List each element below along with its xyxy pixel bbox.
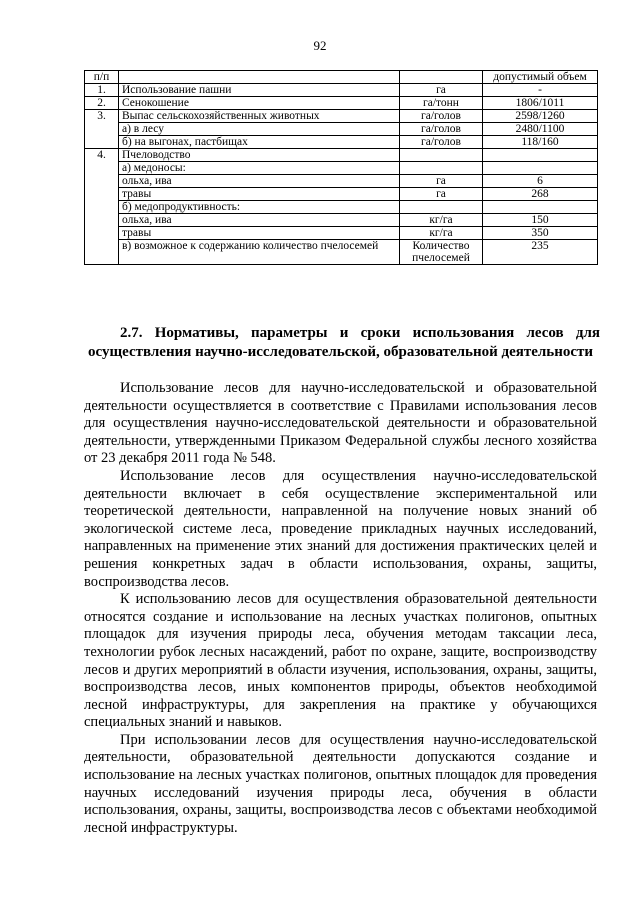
cell-value: 235 <box>483 240 598 265</box>
cell-unit: кг/га <box>400 227 483 240</box>
cell-unit: га <box>400 175 483 188</box>
table-row <box>85 175 598 188</box>
cell-num: 4. <box>85 149 119 162</box>
table-row <box>85 123 598 136</box>
cell-value: 118/160 <box>483 136 598 149</box>
page-number: 92 <box>313 38 327 53</box>
table-row <box>85 240 598 265</box>
table-row <box>85 84 598 97</box>
table-row <box>85 227 598 240</box>
cell-unit: га <box>400 188 483 201</box>
cell-num <box>85 175 119 188</box>
table-row <box>85 149 598 162</box>
forest-usage-table <box>84 70 598 265</box>
cell-unit: га/тонн <box>400 97 483 110</box>
cell-name: б) на выгонах, пастбищах <box>119 136 400 149</box>
cell-unit: кг/га <box>400 214 483 227</box>
cell-value: 350 <box>483 227 598 240</box>
section-heading-line1: 2.7. Нормативы, параметры и сроки использования лесов для <box>120 325 600 341</box>
cell-num <box>85 123 119 136</box>
cell-name: в) возможное к содержанию количество пчелосемей <box>119 240 400 265</box>
cell-num <box>85 201 119 214</box>
paragraph: При использовании лесов для осуществления научно-исследовательской деятельности, образовательной деятельности допускаются создание и использование на лесных участках полигонов, опытных площадок для проведения научных исследований изучения природы леса, обучения в области использования, охраны, защиты, воспроизводства лесов с объектами необходимой лесной инфраструктуры. <box>84 731 597 836</box>
cell-num <box>85 227 119 240</box>
cell-name: Пчеловодство <box>119 149 400 162</box>
paragraph: Использование лесов для осуществления научно-исследовательской деятельности включает в себя осуществление экспериментальной или теоретической деятельности, направленной на получение новых знаний об экологической системе леса, проведение прикладных научных исследований, направленных на применение этих знаний для достижения практических целей и решения конкретных задач в области использования, охраны, защиты, воспроизводства лесов. <box>84 467 597 590</box>
cell-unit <box>400 162 483 175</box>
cell-unit <box>400 201 483 214</box>
table-row <box>85 214 598 227</box>
cell-unit: га/голов <box>400 123 483 136</box>
cell-value: 6 <box>483 175 598 188</box>
cell-name: ольха, ива <box>119 214 400 227</box>
cell-num: 1. <box>85 84 119 97</box>
cell-num: 2. <box>85 97 119 110</box>
cell-name: Использование пашни <box>119 84 400 97</box>
cell-unit: га/голов <box>400 110 483 123</box>
cell-name: травы <box>119 188 400 201</box>
cell-name: а) в лесу <box>119 123 400 136</box>
cell-unit: га/голов <box>400 136 483 149</box>
cell-value <box>483 149 598 162</box>
section-heading <box>88 324 600 362</box>
section-body <box>84 380 597 837</box>
cell-name: Сенокошение <box>119 97 400 110</box>
cell-value: - <box>483 84 598 97</box>
cell-value: 1806/1011 <box>483 97 598 110</box>
header-value: допустимый объем <box>483 71 598 84</box>
cell-num <box>85 214 119 227</box>
table-row <box>85 97 598 110</box>
cell-unit: Количество пчелосемей <box>400 240 483 265</box>
paragraph: К использованию лесов для осуществления образовательной деятельности относятся создание и использование на лесных участках полигонов, опытных площадок для изучения природы леса, обучения методам таксации леса, технологии рубок лесных насаждений, работ по охране, защите, воспроизводству лесов и других мероприятий в области изучения, использования, охраны, защиты, воспроизводства лесов, иных компонентов природы, объектов необходимой лесной инфраструктуры, для закрепления на практике у обучающихся специальных знаний и навыков. <box>84 591 597 731</box>
cell-unit: га <box>400 84 483 97</box>
header-name <box>119 71 400 84</box>
table-row <box>85 201 598 214</box>
cell-value: 2480/1100 <box>483 123 598 136</box>
cell-name: ольха, ива <box>119 175 400 188</box>
cell-value <box>483 201 598 214</box>
cell-value: 268 <box>483 188 598 201</box>
table-row <box>85 110 598 123</box>
cell-num <box>85 188 119 201</box>
table-row <box>85 162 598 175</box>
section-heading-line2: осуществления научно-исследовательской, образовательной деятельности <box>88 344 594 360</box>
cell-num <box>85 136 119 149</box>
cell-name: б) медопродуктивность: <box>119 201 400 214</box>
cell-num <box>85 240 119 265</box>
cell-num <box>85 162 119 175</box>
cell-value: 2598/1260 <box>483 110 598 123</box>
cell-num: 3. <box>85 110 119 123</box>
table-row <box>85 136 598 149</box>
cell-name: Выпас сельскохозяйственных животных <box>119 110 400 123</box>
cell-unit <box>400 149 483 162</box>
table-header-row <box>85 71 598 84</box>
cell-name: травы <box>119 227 400 240</box>
header-num: п/п <box>85 71 119 84</box>
header-unit <box>400 71 483 84</box>
table-row <box>85 188 598 201</box>
cell-value <box>483 162 598 175</box>
cell-value: 150 <box>483 214 598 227</box>
cell-name: а) медоносы: <box>119 162 400 175</box>
paragraph: Использование лесов для научно-исследовательской и образовательной деятельности осуществляется в соответствие с Правилами использования лесов для осуществления научно-исследовательской деятельности и образовательной деятельности, утвержденными Приказом Федеральной службы лесного хозяйства от 23 декабря 2011 года № 548. <box>84 380 597 467</box>
